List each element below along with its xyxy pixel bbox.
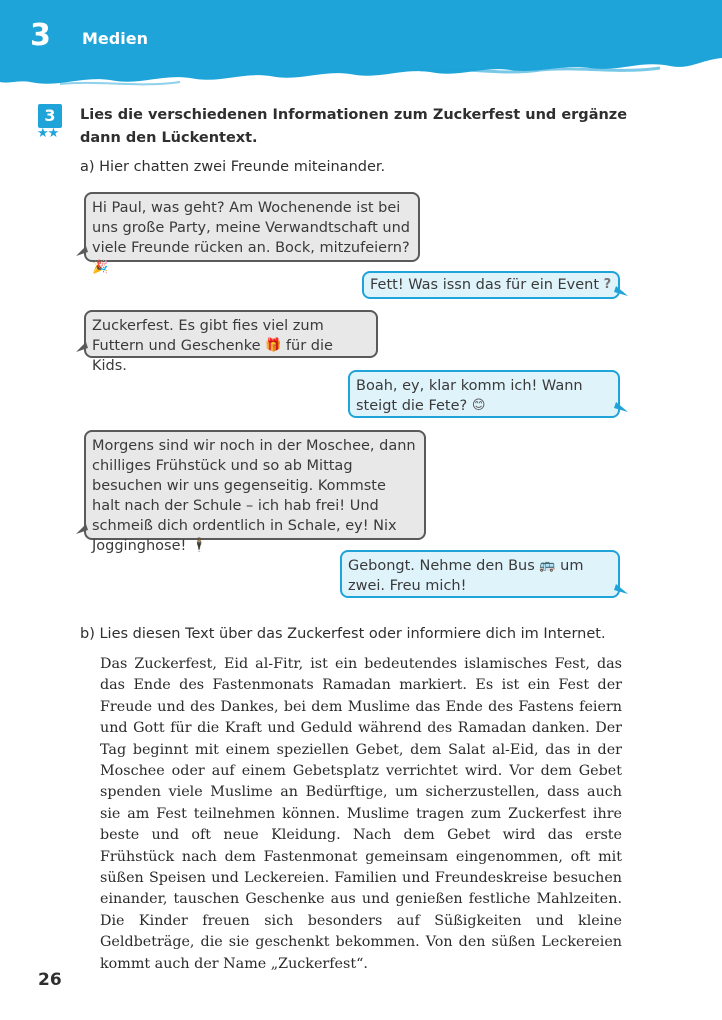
chat-message: Fett! Was issn das für ein Event [370, 277, 600, 293]
chat-message: Boah, ey, klar komm ich! Wann steigt die Fete? [356, 378, 583, 414]
chat-bubble-right [362, 271, 620, 299]
part-b-label: b) Lies diesen Text über das Zuckerfest oder informiere dich im Internet. [80, 626, 606, 642]
chat-bubble-left [84, 192, 420, 275]
chapter-number: 3 [30, 18, 51, 53]
chat-tail-icon [614, 402, 628, 414]
chat-tail-icon [76, 524, 90, 536]
chat-message: Gebongt. Nehme den Bus [348, 558, 535, 574]
party-popper-icon: 🎉 [92, 260, 109, 275]
chat-message-continued: um zwei. Freu mich! [348, 558, 584, 594]
chat-message: Hi Paul, was geht? Am Wochenende ist bei uns große Party, meine Verwandtschaft und viele Freunde rücken an. Bock, mitzufeiern? [92, 200, 410, 256]
task-number-badge: 3 [38, 104, 62, 128]
chat-bubble-left [84, 310, 378, 374]
chat-tail-icon [614, 584, 628, 596]
chapter-header [0, 0, 722, 86]
chat-message: Zuckerfest. Es gibt fies viel zum Futtern und Geschenke [92, 318, 324, 354]
chat-message: Morgens sind wir noch in der Moschee, dann chilliges Frühstück und so ab Mittag besuchen wir uns gegenseitig. Kommste halt nach der Schule – ich hab frei! Und schmeiß dich ordentlich in Schale, ey! Nix Jogginghose! [92, 438, 416, 554]
chat-tail-icon [614, 286, 628, 298]
chat-tail-icon [76, 246, 90, 258]
chat-bubble-left [84, 430, 426, 554]
person-in-suit-icon: 🕴 [190, 538, 208, 553]
chapter-title: Medien [82, 29, 148, 48]
gift-icon: 🎁 [265, 338, 282, 353]
question-mark-icon: ? [603, 277, 612, 292]
difficulty-stars-icon: ★★ [37, 126, 59, 141]
info-text-paragraph: Das Zuckerfest, Eid al-Fitr, ist ein bedeutendes islamisches Fest, das das Ende des Fastenmonats Ramadan markiert. Es ist ein Fest der Freude und des Dankes, bei dem Muslime das Ende des Fastens feiern und Gott für die Kraft und Geduld während des Ramadan danken. Der Tag beginnt mit einem speziellen Gebet, dem Salat al-Eid, das in der Moschee oder auf einem Gebetsplatz verrichtet wird. Vor dem Gebet spenden viele Muslime an Bedürftige, um sicherzustellen, dass auch sie am Fest teilnehmen können. Muslime tragen zum Zuckerfest ihre beste und oft neue Kleidung. Nach dem Gebet wird das erste Frühstück nach dem Fastenmonat gemeinsam eingenommen, oft mit süßen Speisen und Leckereien. Familien und Freundeskreise besuchen einander, tauschen Geschenke aus und genießen festliche Mahlzeiten. Die Kinder freuen sich besonders auf Süßigkeiten und kleine Geldbeträge, die sie geschenkt bekommen. Von den süßen Leckereien kommt auch der Name „Zuckerfest“. [100, 656, 622, 972]
chat-tail-icon [76, 342, 90, 354]
smiley-icon: 😊 [471, 398, 486, 413]
part-a-label: a) Hier chatten zwei Freunde miteinander. [80, 159, 386, 175]
page-number: 26 [38, 970, 62, 990]
chat-message-continued: für die Kids. [92, 338, 333, 374]
task-instruction: Lies die verschiedenen Informationen zum Zuckerfest und ergänze dann den Lückentext. [80, 107, 628, 146]
chat-bubble-right [348, 370, 620, 418]
chat-bubble-right [340, 550, 620, 598]
bus-icon: 🚌 [539, 558, 556, 573]
